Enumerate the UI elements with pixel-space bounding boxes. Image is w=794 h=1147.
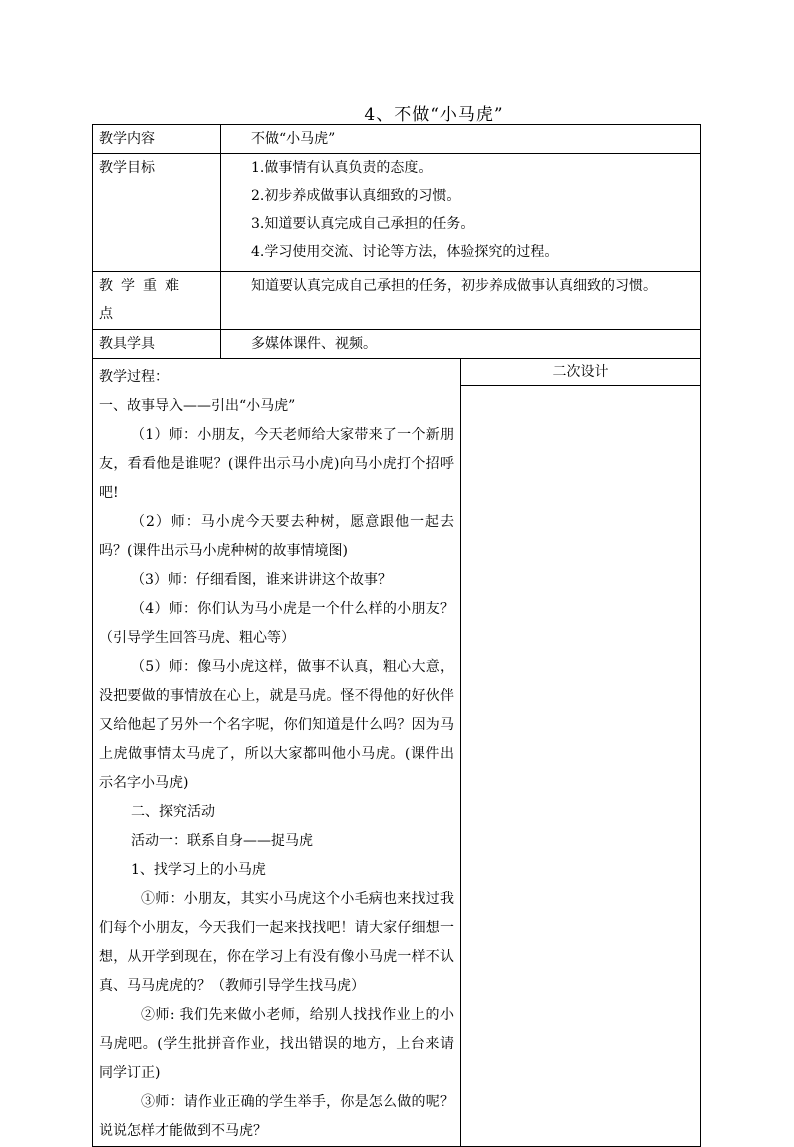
page-title: 4、不做“小马虎” [364, 105, 504, 125]
process-paragraph: （1）师：小朋友，今天老师给大家带来了一个新朋友，看看他是谁呢？(课件出示马小虎)向马小虎打个招呼吧! [99, 427, 454, 501]
value-tools: 多媒体课件、视频。 [221, 330, 701, 359]
label-tools: 教具学具 [93, 330, 221, 359]
process-paragraph: （2）师：马小虎今天要去种树，愿意跟他一起去吗？(课件出示马小虎种树的故事情境图) [99, 514, 454, 559]
label-keypoints: 教学重难 点 [93, 272, 221, 330]
process-paragraph: ②师: 我们先来做小老师，给别人找找作业上的小马虎吧。(学生批拼音作业，找出错误的地方，上台来请同学订正) [99, 1007, 454, 1081]
process-paragraph: （5）师：像马小虎这样，做事不认真，粗心大意，没把要做的事情放在心上，就是马虎。怪不得他的好伙伴又给他起了另外一个名字呢，你们知道是什么吗？因为马上虎做事情太马虎了，所以大家都叫他小马虎。(课件出示名字小马虎) [99, 659, 454, 791]
second-design-heading: 二次设计 [461, 359, 700, 386]
value-keypoints: 知道要认真完成自己承担的任务，初步养成做事认真细致的习惯。 [221, 272, 701, 330]
row-tools [93, 330, 701, 359]
label-goals: 教学目标 [93, 154, 221, 272]
section-heading: 二、探究活动 [131, 804, 215, 820]
process-paragraph: （3）师：仔细看图，谁来讲讲这个故事？ [131, 572, 392, 588]
second-design-cell [461, 359, 701, 1147]
row-goals [93, 154, 701, 272]
row-content [93, 125, 701, 154]
section-heading: 一、故事导入——引出“小马虎” [99, 398, 296, 414]
process-paragraph: ①师：小朋友，其实小马虎这个小毛病也来找过我们每个小朋友，今天我们一起来找找吧！请大家仔细想一想，从开学到现在，你在学习上有没有像小马虎一样不认真、马马虎虎的？（教师引导学生找马虎） [99, 891, 454, 994]
label-content: 教学内容 [93, 125, 221, 154]
process-paragraph: ③师：请作业正确的学生举手，你是怎么做的呢？说说怎样才能做到不马虎？ [99, 1094, 454, 1139]
row-keypoints [93, 272, 701, 330]
process-cell [93, 359, 461, 1147]
goal-item: 3.知道要认真完成自己承担的任务。 [251, 216, 475, 232]
row-process [93, 359, 701, 1147]
goal-item: 1.做事情有认真负责的态度。 [251, 160, 433, 176]
value-content: 不做“小马虎” [221, 125, 701, 154]
process-heading: 教学过程： [99, 369, 169, 385]
subsection-heading: 1、找学习上的小马虎 [131, 862, 266, 878]
value-goals [221, 154, 701, 272]
goal-item: 2.初步养成做事认真细致的习惯。 [251, 188, 461, 204]
process-paragraph: （4）师：你们认为马小虎是一个什么样的小朋友？（引导学生回答马虎、粗心等） [99, 601, 454, 646]
goal-item: 4.学习使用交流、讨论等方法，体验探究的过程。 [251, 244, 559, 260]
activity-heading: 活动一：联系自身——捉马虎 [131, 833, 313, 849]
lesson-plan-table [92, 124, 701, 1147]
